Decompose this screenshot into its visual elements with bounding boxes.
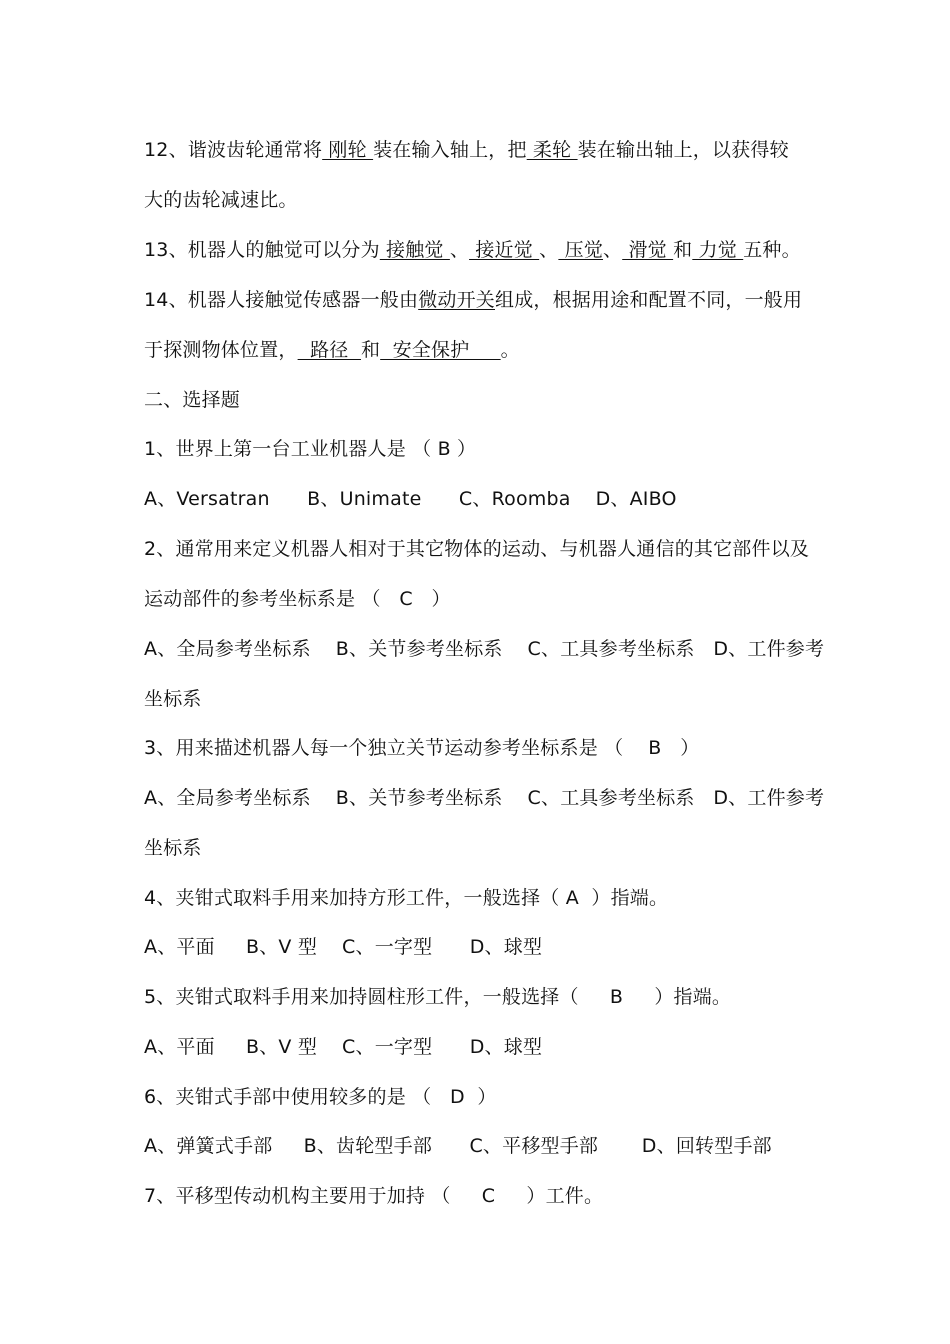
q13-answer-4: 滑觉 [622,239,674,261]
q14-text: 和 [360,339,381,361]
q13-answer-1: 接触觉 [379,239,450,261]
mc-question-1: 1、世界上第一台工业机器人是 （ B ） [144,438,477,460]
mc-options-6: A、弹簧式手部 B、齿轮型手部 C、平移型手部 D、回转型手部 [144,1135,772,1157]
q13-answer-5: 力觉 [692,239,744,261]
mc-options-4: A、平面 B、V 型 C、一字型 D、球型 [144,936,543,958]
mc-options-2-cont: 坐标系 [144,688,202,710]
mc-question-6: 6、夹钳式手部中使用较多的是 （ D ） [144,1086,497,1108]
separator: 、 [539,239,559,261]
q13-answer-2: 接近觉 [469,239,540,261]
section-heading: 二、选择题 [144,389,241,411]
q14-text: 组成，根据用途和配置不同，一般用 [495,289,803,311]
mc-question-4: 4、夹钳式取料手用来加持方形工件，一般选择（ A ）指端。 [144,887,669,909]
mc-question-3: 3、用来描述机器人每一个独立关节运动参考坐标系是 （ B ） [144,737,700,759]
mc-options-5: A、平面 B、V 型 C、一字型 D、球型 [144,1036,543,1058]
q12-text: 装在输出轴上，以获得较 [577,139,789,161]
q13-line [144,238,801,262]
q14-line1 [144,288,802,312]
q14-answer-3: 安全保护 [380,339,501,361]
mc-options-3-cont: 坐标系 [144,837,202,859]
connector: 和 [673,239,693,261]
mc-options-2: A、全局参考坐标系 B、关节参考坐标系 C、工具参考坐标系 D、工件参考 [144,638,825,660]
q12-answer-2: 柔轮 [526,139,578,161]
q13-text: 13、机器人的触觉可以分为 [144,239,380,261]
separator: 、 [603,239,623,261]
separator: 、 [449,239,470,261]
q12-text: 装在输入轴上，把 [373,139,527,161]
q14-answer-2: 路径 [297,339,361,361]
q13-answer-3: 压觉 [558,239,604,261]
q14-answer-1: 微动开关 [418,289,495,311]
mc-question-5: 5、夹钳式取料手用来加持圆柱形工件，一般选择（ B ）指端。 [144,986,732,1008]
q14-line2 [144,338,520,362]
mc-options-1: A、Versatran B、Unimate C、Roomba D、AIBO [144,488,677,510]
mc-question-2: 2、通常用来定义机器人相对于其它物体的运动、与机器人通信的其它部件以及 [144,538,810,560]
q12-answer-1: 刚轮 [322,139,374,161]
mc-options-3: A、全局参考坐标系 B、关节参考坐标系 C、工具参考坐标系 D、工件参考 [144,787,825,809]
q13-text: 五种。 [743,239,801,261]
q14-text: 14、机器人接触觉传感器一般由 [144,289,419,311]
q14-text: 。 [500,339,520,361]
q12-line2: 大的齿轮减速比。 [144,189,298,211]
mc-question-2-cont: 运动部件的参考坐标系是 （ C ） [144,588,451,610]
mc-question-7: 7、平移型传动机构主要用于加持 （ C ）工件。 [144,1185,604,1207]
q14-text: 于探测物体位置， [144,339,298,361]
q12-text: 12、谐波齿轮通常将 [144,139,323,161]
q12-line1 [144,138,789,162]
